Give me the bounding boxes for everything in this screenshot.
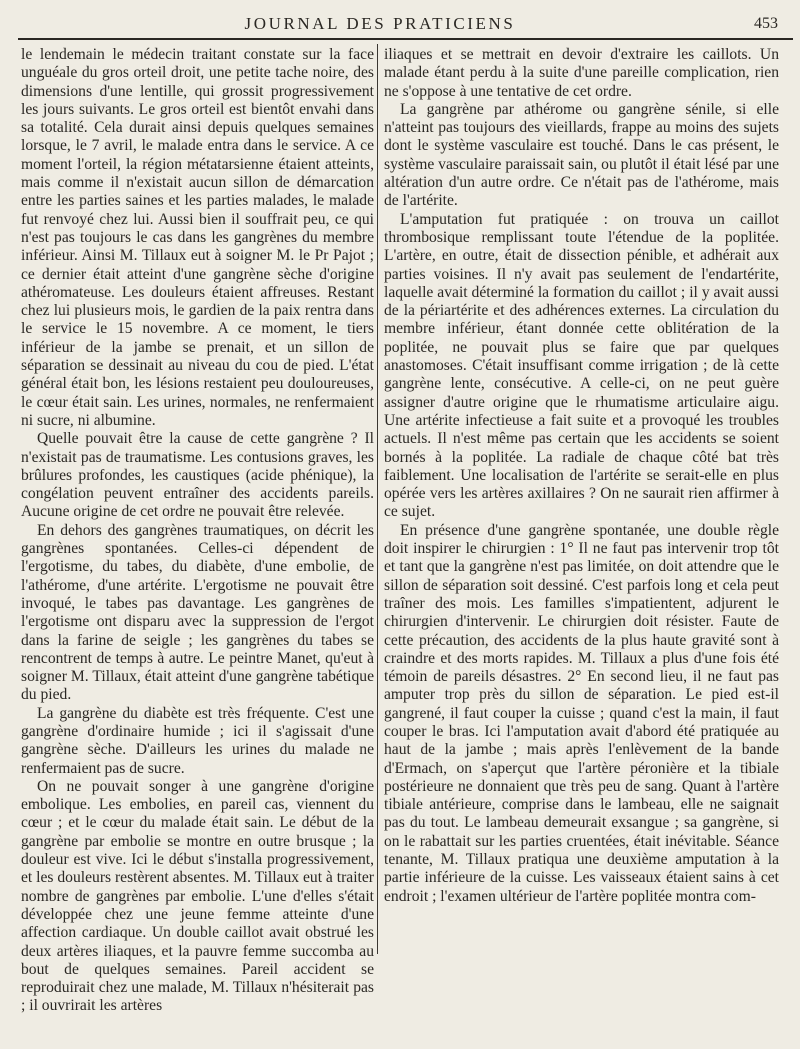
header-rule xyxy=(18,38,793,40)
paragraph: La gangrène par athérome ou gangrène sénile, si elle n'atteint pas toujours des vieillards, frappe au moins des sujets dont le système vasculaire est touché. Dans le cas présent, le système vasculaire paraissait sain, ou plutôt il était lésé par une altération d'un autre ordre. Ce n'était pas de l'athérome, mais de l'artérite. xyxy=(384,100,779,210)
paragraph: iliaques et se mettrait en devoir d'extraire les caillots. Un malade étant perdu à la suite d'une pareille complication, rien ne s'oppose à une tentative de cet ordre. xyxy=(384,46,779,100)
right-column xyxy=(384,46,779,906)
paragraph: Quelle pouvait être la cause de cette gangrène ? Il n'existait pas de traumatisme. Les contusions graves, les brûlures profondes, les caustiques (acide phénique), la congélation peuvent entraîner des accidents pareils. Aucune origine de cet ordre ne pouvait être relevée. xyxy=(21,430,374,521)
column-divider xyxy=(377,44,378,954)
running-header xyxy=(0,12,800,36)
paragraph: En présence d'une gangrène spontanée, une double règle doit inspirer le chirurgien : 1° Il ne faut pas intervenir trop tôt et tant que la gangrène n'est pas limitée, on doit attendre que le sillon de séparation soit dessiné. C'est parfois long et cela peut traîner des mois. Les familles s'impatientent, adjurent le chirurgien d'intervenir. Le chirurgien doit résister. Faute de cette précaution, des accidents de la plus haute gravité sont à craindre et des morts rapides. M. Tillaux a plus d'une fois été témoin de pareils désastres. 2° En second lieu, il ne faut pas amputer trop près du sillon de séparation. Le pied est-il gangrené, il faut couper la cuisse ; quand c'est la main, il faut couper le bras. Ici l'amputation avait d'abord été pratiquée au haut de la jambe ; mais après l'enlèvement de la bande d'Ermach, on s'aperçut que l'artère péronière et la tibiale postérieure ne donnaient que très peu de sang. Quant à l'artère tibiale antérieure, comprise dans le lambeau, elle ne saignait pas du tout. Le lambeau demeurait exsangue ; sa gangrène, si on le rabattait sur les parties cruentées, était inévitable. Séance tenante, M. Tillaux pratiqua une deuxième amputation à la partie inférieure de la cuisse. Les vaisseaux étaient sains à cet endroit ; l'examen ultérieur de l'artère poplitée montra com- xyxy=(384,521,779,905)
page-number: 453 xyxy=(754,15,778,32)
paragraph: le lendemain le médecin traitant constate sur la face unguéale du gros orteil droit, une petite tache noire, des dimensions d'une lentille, qui grossit progressivement les jours suivants. Le gros orteil est bientôt envahi dans sa totalité. Cela durait ainsi depuis quelques semaines lorsque, le 7 avril, le malade entra dans le service. A ce moment l'orteil, la région métatarsienne étaient atteints, mais comme il n'existait aucun sillon de démarcation entre les parties saines et les parties malades, le malade fut renvoyé chez lui. Aussi bien il souffrait peu, ce qui n'est pas toujours le cas dans les gangrènes du membre inférieur. Ainsi M. Tillaux eut à soigner M. le Pr Pajot ; ce dernier était atteint d'une gangrène sèche d'origine athéromateuse. Les douleurs étaient affreuses. Restant chez lui plusieurs mois, le gardien de la paix rentra dans le service le 15 novembre. A ce moment, le tiers inférieur de la jambe se prenait, et un sillon de séparation se dessinait au niveau du cou de pied. L'état général était bon, les lésions restaient peu douloureuses, le cœur était sain. Les urines, normales, ne renfermaient ni sucre, ni albumine. xyxy=(21,46,374,429)
left-column xyxy=(21,46,374,1016)
paragraph: L'amputation fut pratiquée : on trouva un caillot thrombosique remplissant toute l'étendue de la poplitée. L'artère, en outre, était de dissection pénible, et adhérait aux parties voisines. Il n'y avait pas seulement de l'endartérite, laquelle avait déterminé la formation du caillot ; il y avait aussi de la périartérite et des adhérences externes. La circulation du membre inférieur, étant donnée cette oblitération de la poplitée, ne pouvait plus se faire que par quelques anastomoses. C'était insuffisant comme irrigation ; de là cette gangrène lente, consécutive. A celle-ci, on ne peut guère assigner d'autre origine que le rhumatisme articulaire aigu. Une artérite infectieuse a fait suite et a provoqué les troubles actuels. Il n'est même pas certain que les accidents se soient bornés à la poplitée. La radiale de chaque côté bat très faiblement. Une localisation de l'artérite se serait-elle en plus opérée vers les artères axillaires ? On ne saurait rien affirmer à ce sujet. xyxy=(384,210,779,521)
paragraph: La gangrène du diabète est très fréquente. C'est une gangrène d'ordinaire humide ; ici il s'agissait d'une gangrène sèche. D'ailleurs les urines du malade ne renfermaient pas de sucre. xyxy=(21,704,374,777)
journal-title: JOURNAL DES PRATICIENS xyxy=(244,14,516,33)
paragraph: En dehors des gangrènes traumatiques, on décrit les gangrènes spontanées. Celles-ci dépendent de l'ergotisme, du tabes, du diabète, d'une embolie, de l'athérome, d'une artérite. L'ergotisme ne pouvait être invoqué, le tabes pas davantage. Les gangrènes de l'ergotisme ont disparu avec la suppression de l'ergot dans la farine de seigle ; les gangrènes du tabes se rencontrent de temps à autre. Le peintre Manet, qu'eut à soigner M. Tillaux, était atteint d'une gangrène tabétique du pied. xyxy=(21,521,374,704)
paragraph: On ne pouvait songer à une gangrène d'origine embolique. Les embolies, en pareil cas, viennent du cœur ; et le cœur du malade était sain. Le début de la gangrène par embolie se montre en outre brusque ; la douleur est vive. Ici le début s'installa progressivement, et les douleurs restèrent absentes. M. Tillaux eut à traiter nombre de gangrènes par embolie. L'une d'elles s'était développée chez une jeune femme atteinte d'une affection cardiaque. Un double caillot avait obstrué les deux artères iliaques, et la pauvre femme succomba au bout de quelques semaines. Pareil accident se reproduirait chez une malade, M. Tillaux n'hésiterait pas ; il ouvrirait les artères xyxy=(21,777,374,1015)
